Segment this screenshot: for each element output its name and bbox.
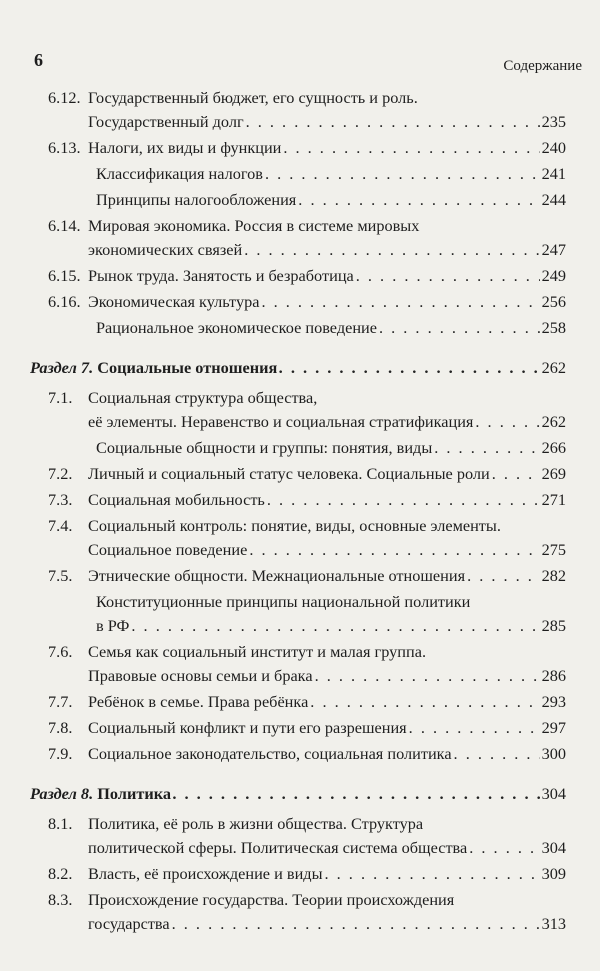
entry-number: 8.3. [48,890,73,909]
page-ref: 304 [541,784,566,803]
page-ref: 269 [541,464,566,483]
entry-number: 7.1. [48,388,73,407]
entry-title: Классификация налогов [96,164,263,183]
dot-leader [261,290,539,314]
toc-entry [0,888,600,936]
page-ref: 297 [541,718,566,737]
entry-number: 7.9. [48,744,73,763]
toc-entry [0,290,600,314]
entry-number: 7.6. [48,642,73,661]
crescent-moon-icon [52,42,86,76]
dot-leader [249,538,539,562]
running-header: Содержание [503,58,582,74]
entry-title: Мировая экономика. Россия в системе мировых [88,216,420,235]
page-ref: 241 [541,164,566,183]
toc-section [0,782,600,806]
dot-leader [279,356,539,380]
dot-leader [244,238,539,262]
toc-entry [0,590,600,638]
page-ref: 275 [541,540,566,559]
dot-leader [454,742,540,766]
toc-entry [0,188,600,212]
entry-title: Государственный долг [88,112,244,131]
entry-number: 8.1. [48,814,73,833]
page-ref: 300 [541,744,566,763]
toc-section [0,356,600,380]
entry-title: Правовые основы семьи и брака [88,666,313,685]
entry-number: 6.12. [48,88,81,107]
dot-leader [283,136,539,160]
page-ref: 286 [541,666,566,685]
entry-title: Власть, её происхождение и виды [88,864,323,883]
toc-entry [0,716,600,740]
toc-entry [0,462,600,486]
dot-leader [469,836,539,860]
entry-title: Социальная мобильность [88,490,265,509]
page-ref: 266 [541,438,566,457]
dot-leader [409,716,540,740]
toc-entry [0,812,600,860]
dot-leader [325,862,540,886]
entry-title: Этнические общности. Межнациональные отношения [88,566,466,585]
dot-leader [379,316,540,340]
entry-number: 7.7. [48,692,73,711]
entry-number: 7.4. [48,516,73,535]
entry-title: Личный и социальный статус человека. Социальные роли [88,464,490,483]
page-ref: 262 [541,412,566,431]
page-ref: 256 [541,292,566,311]
entry-number: 7.8. [48,718,73,737]
page-ref: 304 [541,838,566,857]
toc-entry [0,264,600,288]
entry-number: 6.16. [48,292,81,311]
toc-entry [0,564,600,588]
entry-title: Социальная структура общества, [88,388,318,407]
entry-number: 8.2. [48,864,73,883]
entry-title: в РФ [96,616,130,635]
toc-entry [0,162,600,186]
toc-entry [0,136,600,160]
entry-title: Семья как социальный институт и малая группа. [88,642,427,661]
page-ref: 258 [541,318,566,337]
entry-title: Рациональное экономическое поведение [96,318,377,337]
entry-title: Социальное поведение [88,540,248,559]
dot-leader [298,188,539,212]
dot-leader [131,614,539,638]
dot-leader [315,664,540,688]
section-label: Раздел 8. [30,784,94,803]
dot-leader [246,110,540,134]
page-ref: 313 [541,914,566,933]
entry-title: Конституционные принципы национальной политики [96,592,471,611]
page-ref: 282 [541,566,566,585]
page-ref: 244 [541,190,566,209]
entry-title: Государственный бюджет, его сущность и роль. [88,88,418,107]
page-number: 6 [34,50,43,70]
page-ref: 262 [541,358,566,377]
entry-title: её элементы. Неравенство и социальная стратификация [88,412,474,431]
entry-title: Ребёнок в семье. Права ребёнка [88,692,309,711]
entry-title: Социальное законодательство, социальная политика [88,744,452,763]
page-ref: 249 [541,266,566,285]
dot-leader [467,564,540,588]
entry-title: Социальные общности и группы: понятия, виды [96,438,433,457]
dot-leader [265,162,540,186]
dot-leader [267,488,540,512]
dot-leader [310,690,539,714]
dot-leader [475,410,539,434]
table-of-contents [0,86,600,938]
dot-leader [172,912,540,936]
entry-number: 7.3. [48,490,73,509]
toc-entry [0,214,600,262]
entry-title: Налоги, их виды и функции [88,138,282,157]
page-ref: 309 [541,864,566,883]
toc-entry [0,436,600,460]
page-ref: 285 [541,616,566,635]
page-ref: 271 [541,490,566,509]
dot-leader [356,264,540,288]
page-ref: 235 [541,112,566,131]
entry-title: Рынок труда. Занятость и безработица [88,266,354,285]
page-ref: 247 [541,240,566,259]
toc-entry [0,690,600,714]
entry-title: Принципы налогообложения [96,190,297,209]
entry-title: Политика, её роль в жизни общества. Структура [88,814,424,833]
section-title: Политика [97,784,171,803]
dot-leader [173,782,540,806]
toc-entry [0,514,600,562]
entry-title: Экономическая культура [88,292,260,311]
entry-title: политической сферы. Политическая система общества [88,838,468,857]
toc-entry [0,862,600,886]
entry-number: 6.14. [48,216,81,235]
section-title: Социальные отношения [97,358,278,377]
entry-title: Социальный конфликт и пути его разрешения [88,718,407,737]
toc-entry [0,742,600,766]
toc-entry [0,640,600,688]
page-ref: 293 [541,692,566,711]
entry-number: 6.15. [48,266,81,285]
dot-leader [492,462,540,486]
toc-entry [0,386,600,434]
entry-title: Происхождение государства. Теории происхождения [88,890,455,909]
section-label: Раздел 7. [30,358,94,377]
entry-number: 6.13. [48,138,81,157]
toc-entry [0,488,600,512]
toc-entry [0,316,600,340]
entry-number: 7.2. [48,464,73,483]
entry-title: экономических связей [88,240,243,259]
page-ref: 240 [541,138,566,157]
toc-entry [0,86,600,134]
entry-title: государства [88,914,170,933]
dot-leader [434,436,539,460]
entry-title: Социальный контроль: понятие, виды, основные элементы. [88,516,501,535]
entry-number: 7.5. [48,566,73,585]
